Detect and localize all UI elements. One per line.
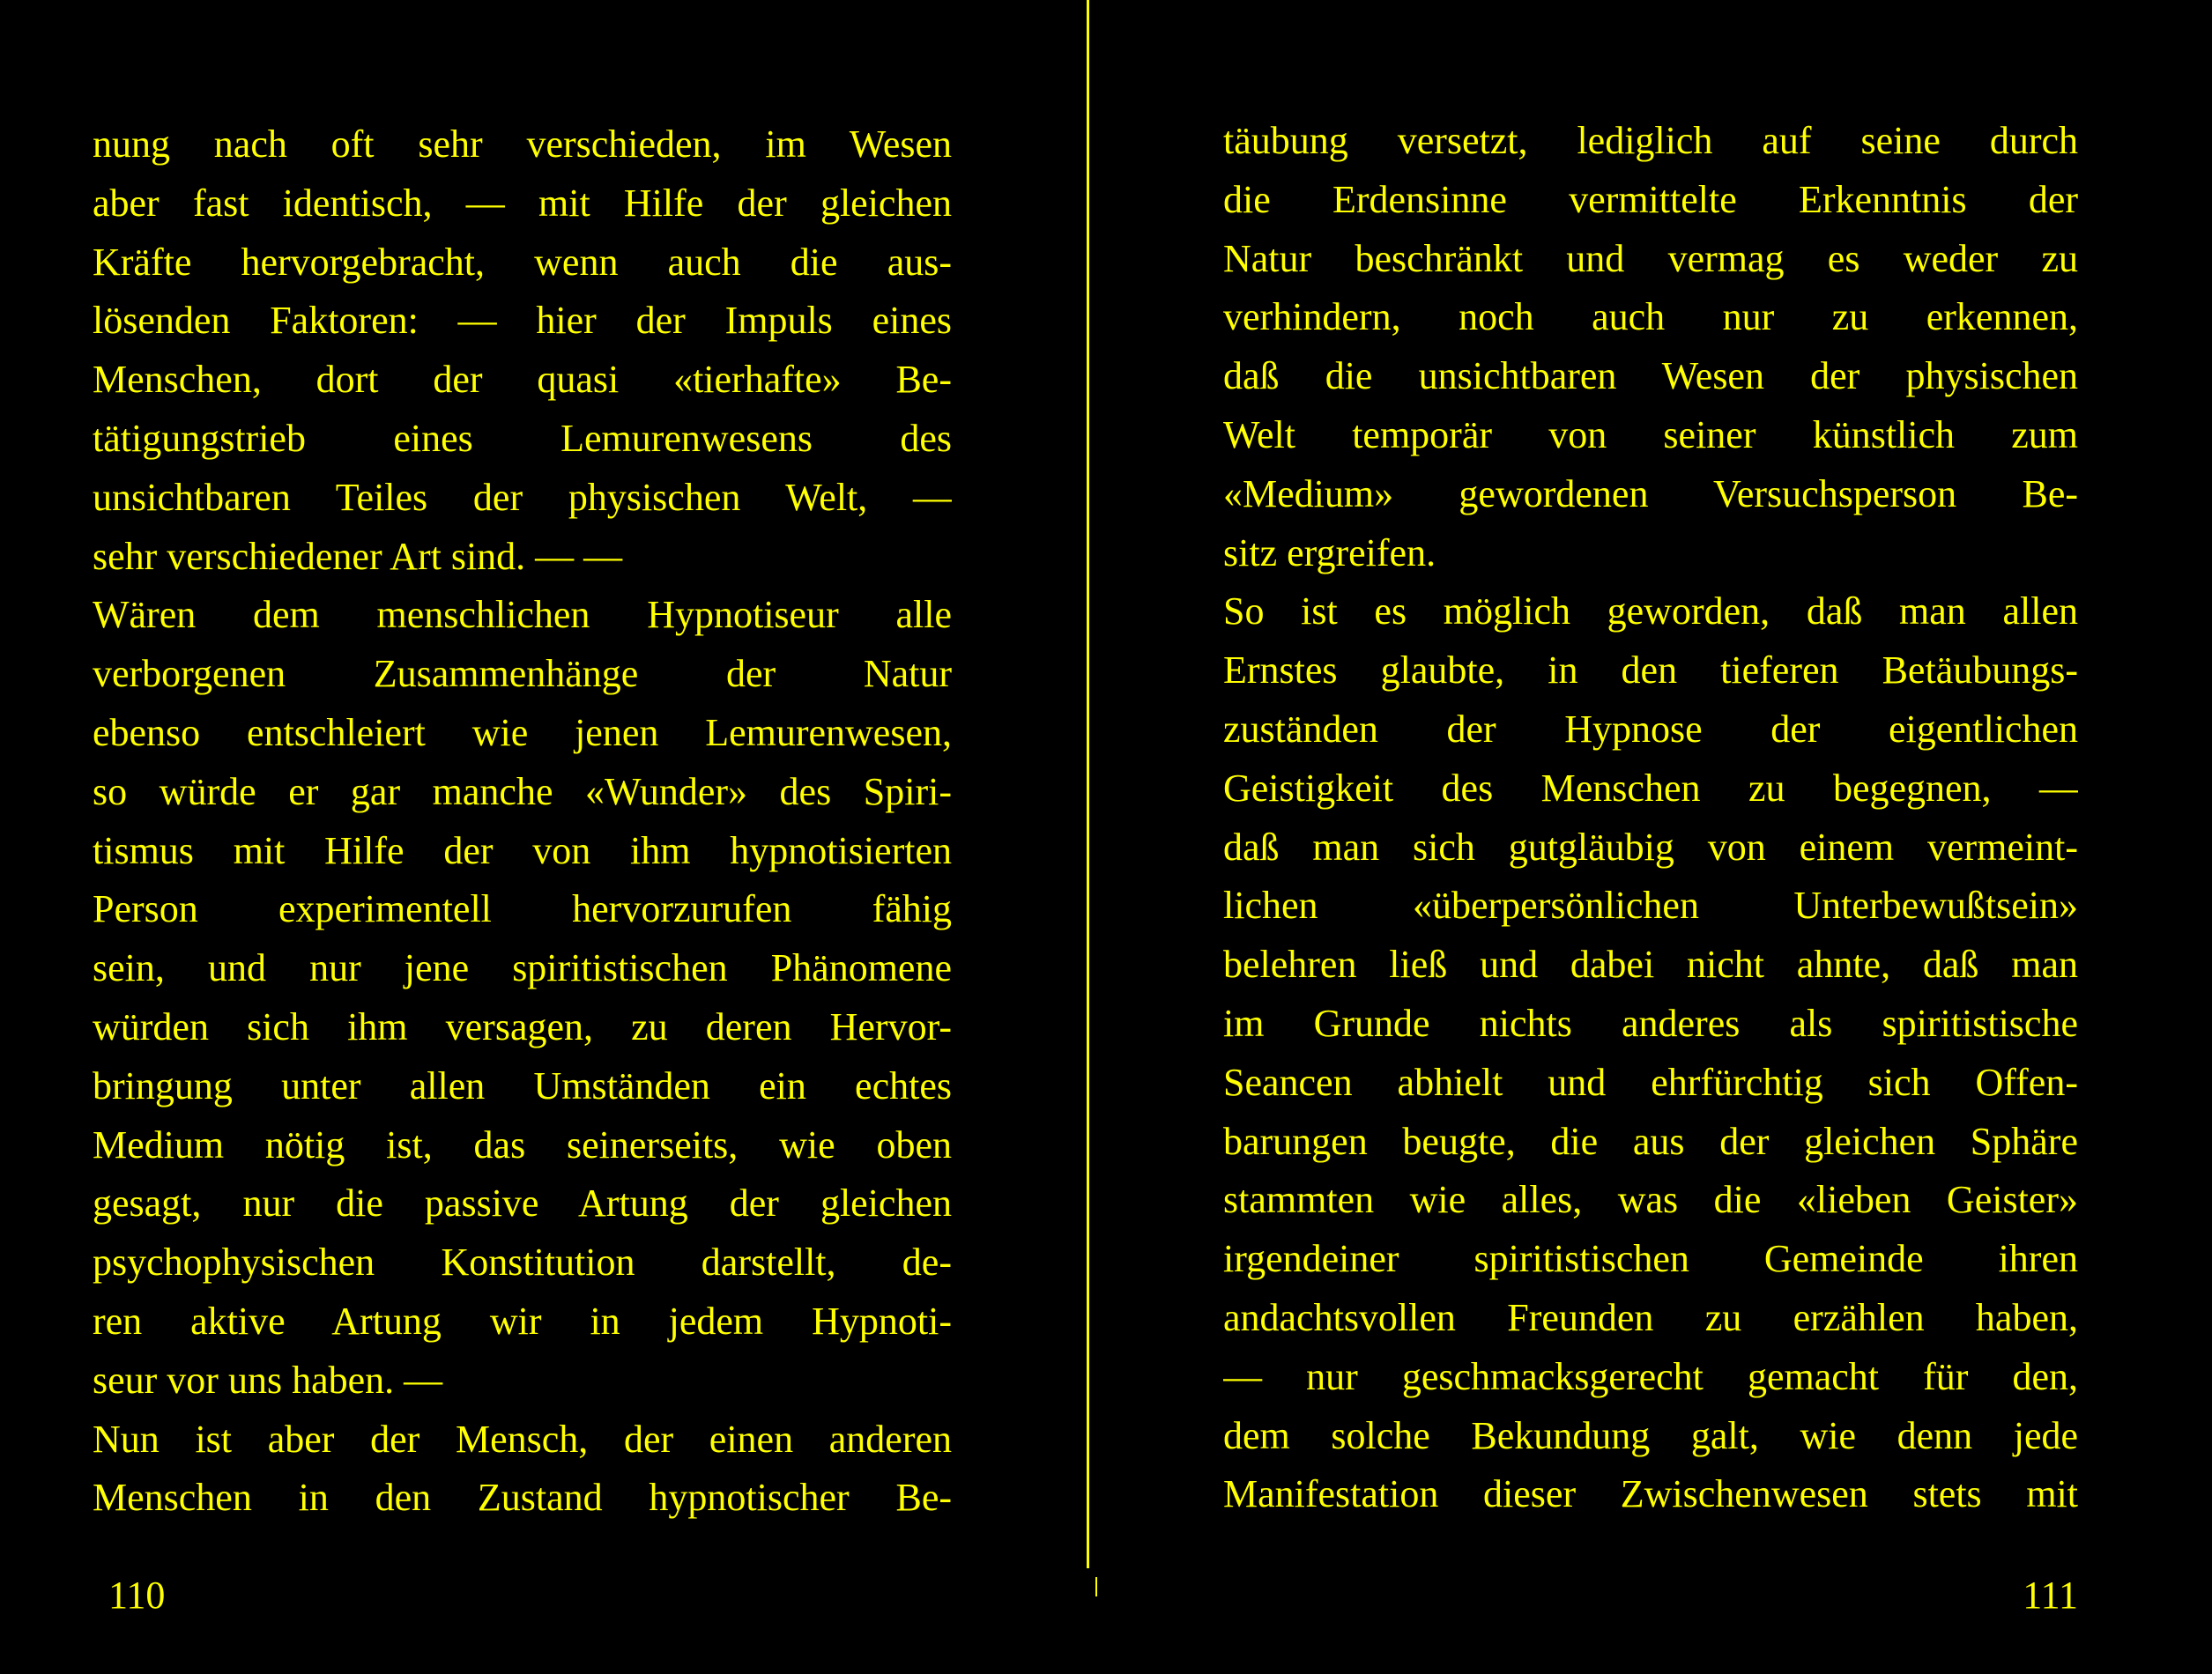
text-line: Kräfte hervorgebracht, wenn auch die aus- [93,240,952,284]
text-line: irgendeiner spiritistischen Gemeinde ihren [1223,1237,2078,1281]
text-line: Ernstes glaubte, in den tieferen Betäubungs- [1223,648,2078,693]
text-line: unsichtbaren Teiles der physischen Welt, — [93,475,952,519]
text-line: Person experimentell hervorzurufen fähig [93,887,952,931]
right-page [1223,0,2078,1674]
text-line: Seancen abhielt und ehrfürchtig sich Offen- [1223,1060,2078,1104]
text-line: zuständen der Hypnose der eigentlichen [1223,707,2078,751]
text-line: verborgenen Zusammenhänge der Natur [93,652,952,696]
text-line: so würde er gar manche «Wunder» des Spiri- [93,769,952,813]
text-line: Wären dem menschlichen Hypnotiseur alle [93,593,952,637]
text-line: Menschen in den Zustand hypnotischer Be- [93,1476,952,1520]
left-page [93,0,952,1674]
text-line: andachtsvollen Freunden zu erzählen haben, [1223,1295,2078,1339]
text-line: Manifestation dieser Zwischenwesen stets mit [1223,1472,2078,1516]
text-line: die Erdensinne vermittelte Erkenntnis der [1223,177,2078,221]
text-line: Medium nötig ist, das seinerseits, wie oben [93,1122,952,1167]
text-line: täubung versetzt, lediglich auf seine durch [1223,119,2078,162]
text-line: ebenso entschleiert wie jenen Lemurenwesen, [93,710,952,754]
text-line: belehren ließ und dabei nicht ahnte, daß man [1223,943,2078,987]
text-line: seur vor uns haben. — [93,1358,443,1402]
text-line: «Medium» gewordenen Versuchsperson Be- [1223,471,2078,515]
text-line: daß die unsichtbaren Wesen der physischen [1223,354,2078,398]
page-number-right: 111 [2023,1574,2078,1617]
text-line: würden sich ihm versagen, zu deren Hervor- [93,1004,952,1048]
text-line: So ist es möglich geworden, daß man allen [1223,589,2078,633]
text-line: Natur beschränkt und vermag es weder zu [1223,236,2078,280]
left-page-text [93,115,952,1528]
text-line: aber fast identisch, — mit Hilfe der gleichen [93,181,952,225]
text-line: Menschen, dort der quasi «tierhafte» Be- [93,358,952,402]
text-line: lichen «überpersönlichen Unterbewußtsein» [1223,884,2078,928]
text-line: Geistigkeit des Menschen zu begegnen, — [1223,766,2078,810]
page-number-left: 110 [108,1574,166,1617]
text-line: nung nach oft sehr verschieden, im Wesen [93,122,952,166]
text-line: bringung unter allen Umständen ein echtes [93,1063,952,1107]
text-line: gesagt, nur die passive Artung der gleichen [93,1181,952,1226]
text-line: sehr verschiedener Art sind. — — [93,534,623,578]
text-line: verhindern, noch auch nur zu erkennen, [1223,295,2078,339]
text-line: tätigungstrieb eines Lemurenwesens des [93,416,952,460]
text-line: ren aktive Artung wir in jedem Hypnoti- [93,1299,952,1343]
text-line: psychophysischen Konstitution darstellt, de- [93,1241,952,1285]
text-line: daß man sich gutgläubig von einem vermeint- [1223,825,2078,869]
gutter-line-tail [1095,1577,1097,1596]
text-line: Welt temporär von seiner künstlich zum [1223,412,2078,456]
text-line: barungen beugte, die aus der gleichen Sphäre [1223,1119,2078,1163]
text-line: stammten wie alles, was die «lieben Geister» [1223,1178,2078,1222]
text-line: sein, und nur jene spiritistischen Phänomene [93,946,952,990]
text-line: tismus mit Hilfe der von ihm hypnotisierten [93,828,952,872]
text-line: — nur geschmacksgerecht gemacht für den, [1223,1354,2078,1398]
right-page-text [1223,112,2078,1524]
text-line: dem solche Bekundung galt, wie denn jede [1223,1413,2078,1457]
text-line: Nun ist aber der Mensch, der einen anderen [93,1417,952,1461]
text-line: sitz ergreifen. [1223,530,1436,574]
text-line: lösenden Faktoren: — hier der Impuls eines [93,299,952,343]
text-line: im Grunde nichts anderes als spiritistische [1223,1001,2078,1045]
gutter-line [1087,0,1089,1568]
